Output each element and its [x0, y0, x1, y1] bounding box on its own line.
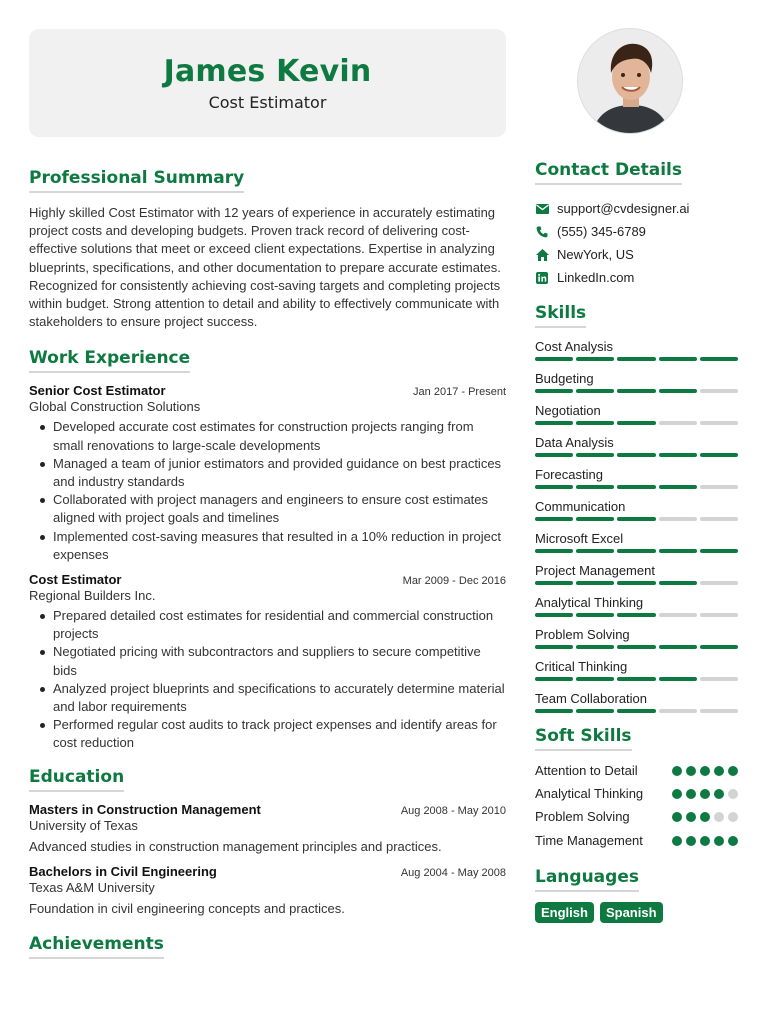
list-item: Negotiated pricing with subcontractors and suppliers to secure competitive bids — [29, 643, 506, 679]
contact-location-row — [535, 243, 738, 266]
skill-level-segment — [659, 549, 697, 553]
skill-level-segment — [535, 581, 573, 585]
skill-level-segment — [700, 677, 738, 681]
skill-level-segment — [617, 389, 655, 393]
education-date: Aug 2008 - May 2010 — [400, 804, 506, 817]
skill-level-segment — [700, 645, 738, 649]
skill-level-segment — [535, 517, 573, 521]
languages-section — [535, 867, 738, 923]
skill-name: Critical Thinking — [535, 659, 628, 674]
skills-section — [535, 303, 738, 713]
skills-heading: Skills — [535, 303, 586, 328]
skill-level-segment — [576, 613, 614, 617]
linkedin-icon — [535, 271, 549, 285]
skill-level-segment — [659, 645, 697, 649]
rating-dot — [672, 836, 682, 846]
language-badge: English — [535, 902, 594, 923]
skill-level-bar — [535, 421, 738, 425]
contact-phone[interactable]: (555) 345-6789 — [557, 224, 646, 239]
skill-name: Microsoft Excel — [535, 531, 624, 546]
soft-skill-row — [535, 808, 738, 826]
skill-level-segment — [576, 357, 614, 361]
soft-skill-rating — [672, 812, 738, 822]
skill-level-segment — [576, 517, 614, 521]
degree-title: Masters in Construction Management — [29, 801, 261, 817]
rating-dot — [714, 789, 724, 799]
job-date: Jan 2017 - Present — [413, 386, 506, 399]
skill-level-segment — [700, 581, 738, 585]
contact-heading: Contact Details — [535, 160, 682, 185]
skill-level-segment — [617, 453, 655, 457]
skill-level-segment — [617, 677, 655, 681]
left-column — [29, 168, 506, 959]
degree-title: Bachelors in Civil Engineering — [29, 863, 217, 879]
rating-dot — [672, 812, 682, 822]
education-description: Foundation in civil engineering concepts and practices. — [29, 900, 345, 916]
skill-level-segment — [700, 389, 738, 393]
education-section — [29, 767, 506, 918]
header-box — [29, 29, 506, 137]
skill-level-bar — [535, 485, 738, 489]
language-badge: Spanish — [600, 902, 663, 923]
skill-level-bar — [535, 613, 738, 617]
skill-level-segment — [535, 389, 573, 393]
education-date: Aug 2004 - May 2008 — [400, 866, 506, 879]
skill-level-segment — [659, 485, 697, 489]
contact-email[interactable]: support@cvdesigner.ai — [557, 201, 690, 216]
skill-level-segment — [617, 613, 655, 617]
soft-skill-name: Analytical Thinking — [535, 786, 644, 802]
skill-level-segment — [535, 421, 573, 425]
job-company: Regional Builders Inc. — [29, 588, 156, 604]
rating-dot — [728, 836, 738, 846]
skill-level-segment — [700, 453, 738, 457]
experience-heading: Work Experience — [29, 348, 190, 373]
skill-level-segment — [576, 549, 614, 553]
skill-level-bar — [535, 389, 738, 393]
achievements-heading: Achievements — [29, 934, 164, 959]
job-entry — [29, 572, 506, 753]
school-name: Texas A&M University — [29, 879, 155, 895]
skill-level-bar — [535, 581, 738, 585]
profile-photo — [577, 28, 683, 134]
job-bullets — [29, 607, 506, 753]
job-bullets — [29, 418, 506, 564]
skill-level-segment — [659, 517, 697, 521]
skill-level-segment — [576, 421, 614, 425]
skill-level-segment — [700, 421, 738, 425]
phone-icon — [535, 225, 549, 239]
skill-level-bar — [535, 709, 738, 713]
rating-dot — [700, 836, 710, 846]
skill-level-bar — [535, 645, 738, 649]
soft-skill-name: Time Management — [535, 832, 643, 848]
contact-section — [535, 160, 738, 289]
skill-level-segment — [535, 645, 573, 649]
candidate-title: Cost Estimator — [208, 93, 327, 112]
skill-name: Negotiation — [535, 403, 601, 418]
skill-level-segment — [617, 549, 655, 553]
skill-level-segment — [659, 613, 697, 617]
job-title: Cost Estimator — [29, 572, 122, 588]
school-name: University of Texas — [29, 817, 138, 833]
skill-level-segment — [576, 581, 614, 585]
contact-phone-row — [535, 220, 738, 243]
skill-level-segment — [617, 357, 655, 361]
summary-heading: Professional Summary — [29, 168, 244, 193]
contact-linkedin[interactable]: LinkedIn.com — [557, 270, 635, 285]
skill-level-segment — [535, 485, 573, 489]
soft-skill-row — [535, 785, 738, 803]
skill-level-segment — [535, 677, 573, 681]
rating-dot — [672, 766, 682, 776]
soft-skill-row — [535, 832, 738, 850]
skill-level-segment — [535, 357, 573, 361]
skill-level-bar — [535, 357, 738, 361]
experience-section — [29, 348, 506, 752]
person-avatar-icon — [578, 29, 683, 134]
skill-level-segment — [617, 581, 655, 585]
rating-dot — [714, 766, 724, 776]
education-entry — [29, 802, 506, 856]
skill-level-segment — [576, 677, 614, 681]
language-badges — [535, 902, 738, 923]
skill-name: Analytical Thinking — [535, 595, 644, 610]
skill-level-segment — [700, 709, 738, 713]
rating-dot — [686, 812, 696, 822]
skill-level-segment — [617, 645, 655, 649]
skill-level-segment — [576, 485, 614, 489]
skill-level-bar — [535, 453, 738, 457]
rating-dot — [714, 836, 724, 846]
contact-email-row — [535, 197, 738, 220]
home-icon — [535, 248, 549, 262]
rating-dot — [672, 789, 682, 799]
skill-level-segment — [617, 709, 655, 713]
skill-level-bar — [535, 517, 738, 521]
rating-dot — [700, 789, 710, 799]
skill-level-segment — [659, 389, 697, 393]
skill-level-segment — [659, 677, 697, 681]
rating-dot — [728, 789, 738, 799]
skill-level-segment — [535, 613, 573, 617]
soft-skills-heading: Soft Skills — [535, 726, 632, 751]
education-heading: Education — [29, 767, 124, 792]
skill-level-segment — [700, 485, 738, 489]
skill-name: Budgeting — [535, 371, 594, 386]
languages-heading: Languages — [535, 867, 639, 892]
job-title: Senior Cost Estimator — [29, 383, 166, 399]
list-item: Performed regular cost audits to track project expenses and identify areas for cost reduction — [29, 716, 506, 752]
skill-level-segment — [617, 421, 655, 425]
soft-skill-rating — [672, 789, 738, 799]
job-date: Mar 2009 - Dec 2016 — [402, 575, 506, 588]
soft-skills-section — [535, 726, 738, 850]
skill-name: Project Management — [535, 563, 655, 578]
candidate-name: James Kevin — [163, 54, 372, 89]
rating-dot — [686, 766, 696, 776]
skill-level-segment — [700, 549, 738, 553]
skill-level-segment — [659, 357, 697, 361]
skill-level-segment — [700, 613, 738, 617]
contact-location: NewYork, US — [557, 247, 634, 262]
list-item: Collaborated with project managers and engineers to ensure cost estimates aligned with project goals and timelines — [29, 491, 506, 527]
education-description: Advanced studies in construction management principles and practices. — [29, 838, 442, 854]
soft-skill-name: Problem Solving — [535, 809, 630, 825]
rating-dot — [700, 812, 710, 822]
skill-name: Data Analysis — [535, 435, 614, 450]
skill-level-segment — [576, 389, 614, 393]
skill-level-segment — [659, 421, 697, 425]
skill-level-bar — [535, 549, 738, 553]
list-item: Implemented cost-saving measures that resulted in a 10% reduction in project expenses — [29, 528, 506, 564]
soft-skill-rating — [672, 766, 738, 776]
skill-level-segment — [576, 453, 614, 457]
summary-text: Highly skilled Cost Estimator with 12 years of experience in accurately estimating project costs and developing budgets. Proven track record of delivering cost-effective solutions that meet or exceed client expectations. Expertise in analyzing blueprints, specifications, and other documentation to prepare accurate estimates. Recognized for consistently achieving cost-saving targets and completing projects within budget. Strong attention to detail and ability to effectively communicate with stakeholders to ensure project success. — [29, 205, 501, 330]
education-entry — [29, 864, 506, 918]
skill-level-segment — [659, 581, 697, 585]
list-item: Managed a team of junior estimators and provided guidance on best practices and industry standards — [29, 455, 506, 491]
skill-level-segment — [617, 485, 655, 489]
skill-name: Problem Solving — [535, 627, 630, 642]
skill-level-segment — [576, 709, 614, 713]
job-entry — [29, 383, 506, 564]
skill-level-segment — [617, 517, 655, 521]
rating-dot — [728, 812, 738, 822]
rating-dot — [700, 766, 710, 776]
skill-level-segment — [576, 645, 614, 649]
list-item: Prepared detailed cost estimates for residential and commercial construction projects — [29, 607, 506, 643]
soft-skill-name: Attention to Detail — [535, 763, 638, 778]
soft-skill-rating — [672, 836, 738, 846]
list-item: Developed accurate cost estimates for construction projects ranging from small renovations to large-scale developments — [29, 418, 506, 454]
skill-name: Team Collaboration — [535, 691, 648, 706]
skill-name: Forecasting — [535, 467, 603, 482]
soft-skills-list — [535, 762, 738, 850]
skill-level-segment — [535, 453, 573, 457]
skill-level-segment — [535, 709, 573, 713]
rating-dot — [714, 812, 724, 822]
skill-level-bar — [535, 677, 738, 681]
skill-level-segment — [535, 549, 573, 553]
achievements-section — [29, 934, 506, 959]
contact-linkedin-row — [535, 266, 738, 289]
job-company: Global Construction Solutions — [29, 399, 201, 415]
skill-level-segment — [700, 517, 738, 521]
rating-dot — [686, 836, 696, 846]
rating-dot — [728, 766, 738, 776]
summary-section — [29, 168, 506, 331]
envelope-icon — [535, 202, 549, 216]
skill-level-segment — [700, 357, 738, 361]
skill-level-segment — [659, 709, 697, 713]
right-column — [535, 160, 738, 923]
skill-name: Cost Analysis — [535, 339, 614, 354]
rating-dot — [686, 789, 696, 799]
skill-name: Communication — [535, 499, 626, 514]
skills-list — [535, 337, 738, 713]
skill-level-segment — [659, 453, 697, 457]
list-item: Analyzed project blueprints and specifications to accurately determine material and labor requirements — [29, 680, 506, 716]
soft-skill-row — [535, 762, 738, 780]
